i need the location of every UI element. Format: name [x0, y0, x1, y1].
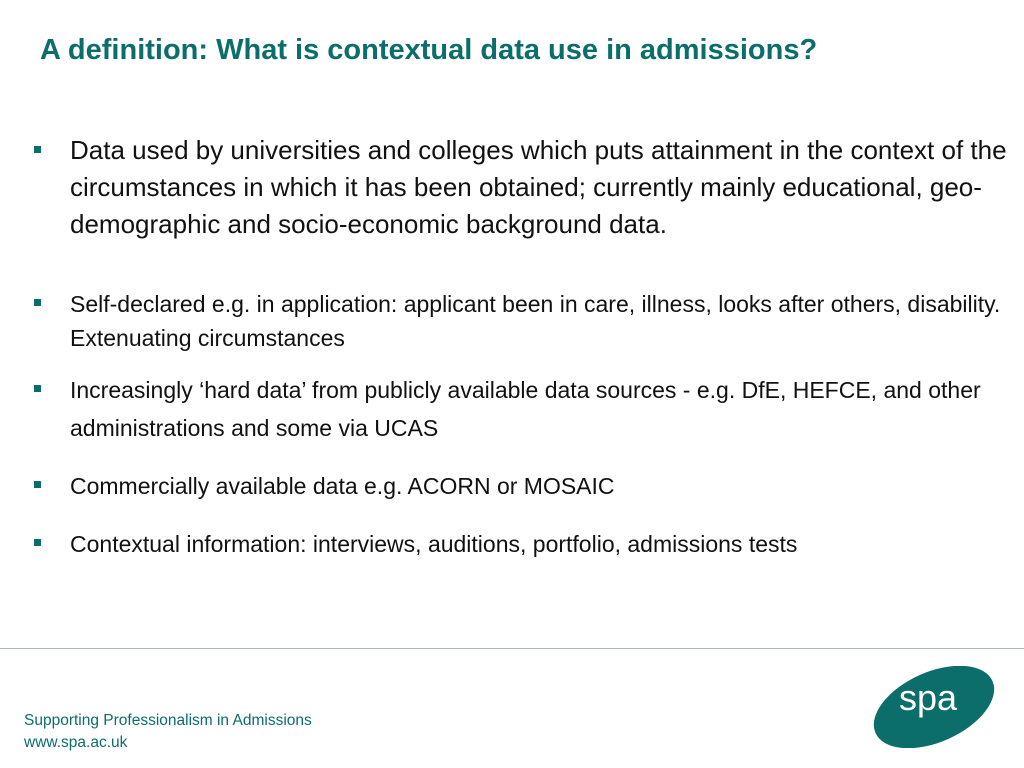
bullet-text: Data used by universities and colleges which puts attainment in the context of the circumstances in which it has been obtained; currently mainly educational, geo-demographic and socio-economic background data. [70, 135, 1007, 239]
square-bullet-icon [34, 146, 41, 153]
square-bullet-icon [34, 481, 41, 488]
spa-logo [868, 666, 1000, 748]
bullet-text: Self-declared e.g. in application: applicant been in care, illness, looks after others, disability. Extenuating circumstances [70, 291, 1001, 351]
square-bullet-icon [34, 539, 41, 546]
square-bullet-icon [34, 299, 41, 306]
bullet-list [30, 132, 1010, 561]
bullet-item [30, 469, 1010, 503]
footer-url[interactable]: www.spa.ac.uk [24, 734, 128, 751]
bullet-text: Contextual information: interviews, auditions, portfolio, admissions tests [70, 531, 798, 557]
footer-tagline: Supporting Professionalism in Admissions [24, 712, 312, 729]
footer-divider [0, 648, 1024, 649]
bullet-item [30, 527, 1010, 561]
bullet-text: Increasingly ‘hard data’ from publicly available data sources - e.g. DfE, HEFCE, and other administrations and some via UCAS [70, 377, 981, 441]
square-bullet-icon [34, 385, 41, 392]
bullet-text: Commercially available data e.g. ACORN or MOSAIC [70, 473, 615, 499]
bullet-item [30, 132, 1010, 243]
slide-title: A definition: What is contextual data use in admissions? [40, 34, 818, 66]
logo-text: spa [898, 677, 958, 718]
bullet-item [30, 371, 1010, 447]
bullet-item [30, 287, 1010, 355]
footer-text [24, 710, 312, 754]
